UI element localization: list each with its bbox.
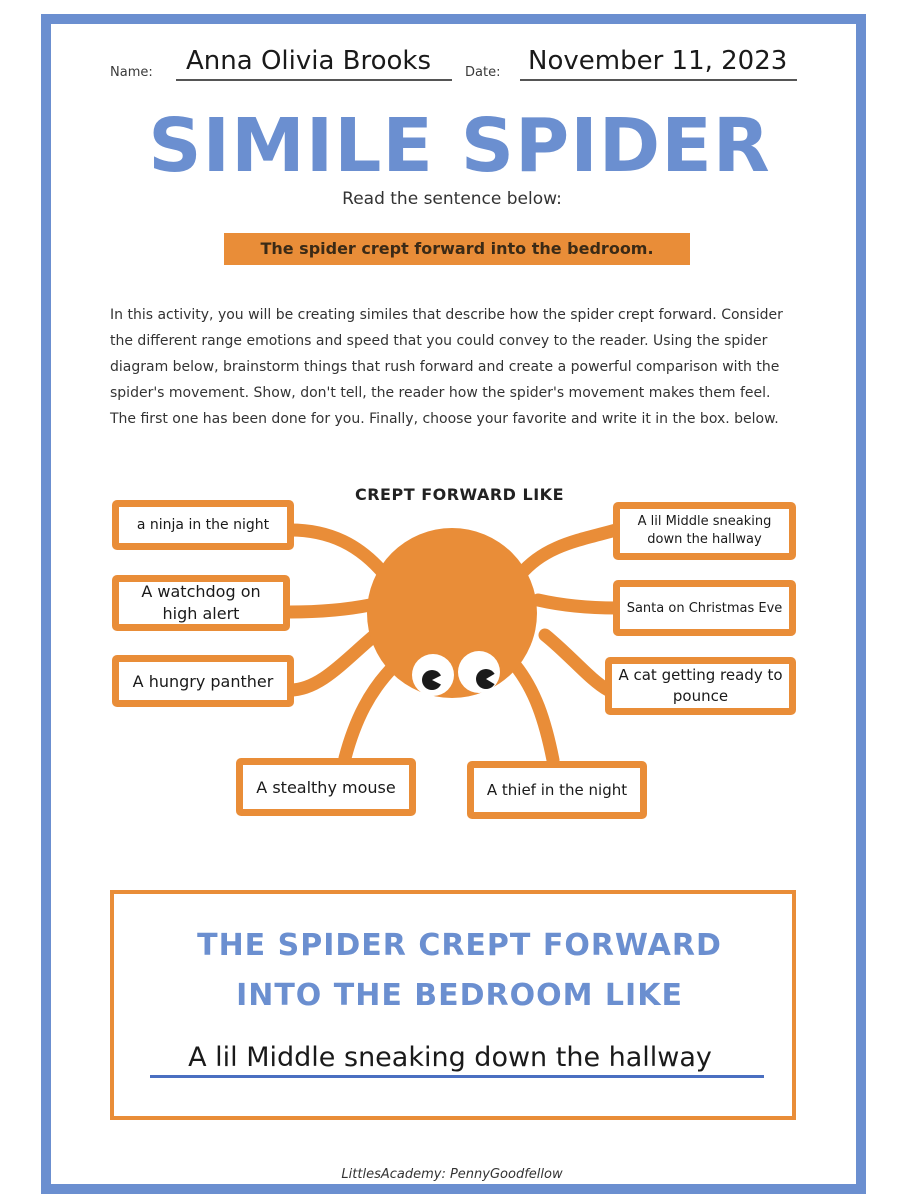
spider-leg — [290, 530, 385, 575]
date-label: Date: — [465, 65, 501, 80]
simile-box-bottom-1[interactable]: A stealthy mouse — [236, 758, 416, 816]
answer-response[interactable]: A lil Middle sneaking down the hallway — [188, 1042, 712, 1073]
simile-box-right-2[interactable]: Santa on Christmas Eve — [613, 580, 796, 636]
spider-leg — [545, 635, 608, 690]
answer-heading-line2: INTO THE BEDROOM LIKE — [236, 978, 683, 1013]
instruction-text: Read the sentence below: — [342, 189, 562, 209]
spider-leg — [345, 665, 395, 758]
spider-leg — [290, 605, 370, 612]
simile-box-right-3[interactable]: A cat getting ready to pounce — [605, 657, 796, 715]
name-label: Name: — [110, 65, 153, 80]
instructions-paragraph: In this activity, you will be creating similes that describe how the spider crept forward. Consider the different range emotions and speed that you could convey to the reader. Using the spider diagram below, brainstorm things that rush forward and create a powerful comparison with the spider's movement. Show, don't tell, the reader how the spider's movement makes them feel. The first one has been done for you. Finally, choose your favorite and write it in the box. below. — [110, 307, 783, 427]
simile-box-bottom-2[interactable]: A thief in the night — [467, 761, 647, 819]
answer-underline — [150, 1075, 764, 1078]
spider-leg — [515, 665, 553, 760]
footer-credit: LittlesAcademy: PennyGoodfellow — [341, 1167, 563, 1182]
simile-box-left-3[interactable]: A hungry panther — [112, 655, 294, 707]
page-title: SIMILE SPIDER — [148, 103, 771, 189]
date-value[interactable]: November 11, 2023 — [528, 46, 788, 76]
spider-leg — [290, 635, 375, 690]
spider-leg — [520, 530, 616, 575]
simile-box-right-1[interactable]: A lil Middle sneaking down the hallway — [613, 502, 796, 560]
diagram-heading: CREPT FORWARD LIKE — [354, 485, 564, 504]
spider-leg — [538, 600, 616, 608]
simile-box-left-1[interactable]: a ninja in the night — [112, 500, 294, 550]
name-value[interactable]: Anna Olivia Brooks — [186, 46, 432, 76]
simile-box-left-2[interactable]: A watchdog on high alert — [112, 575, 290, 631]
answer-heading-line1: THE SPIDER CREPT FORWARD — [197, 928, 722, 963]
sentence-banner: The spider crept forward into the bedroom. — [224, 233, 690, 265]
